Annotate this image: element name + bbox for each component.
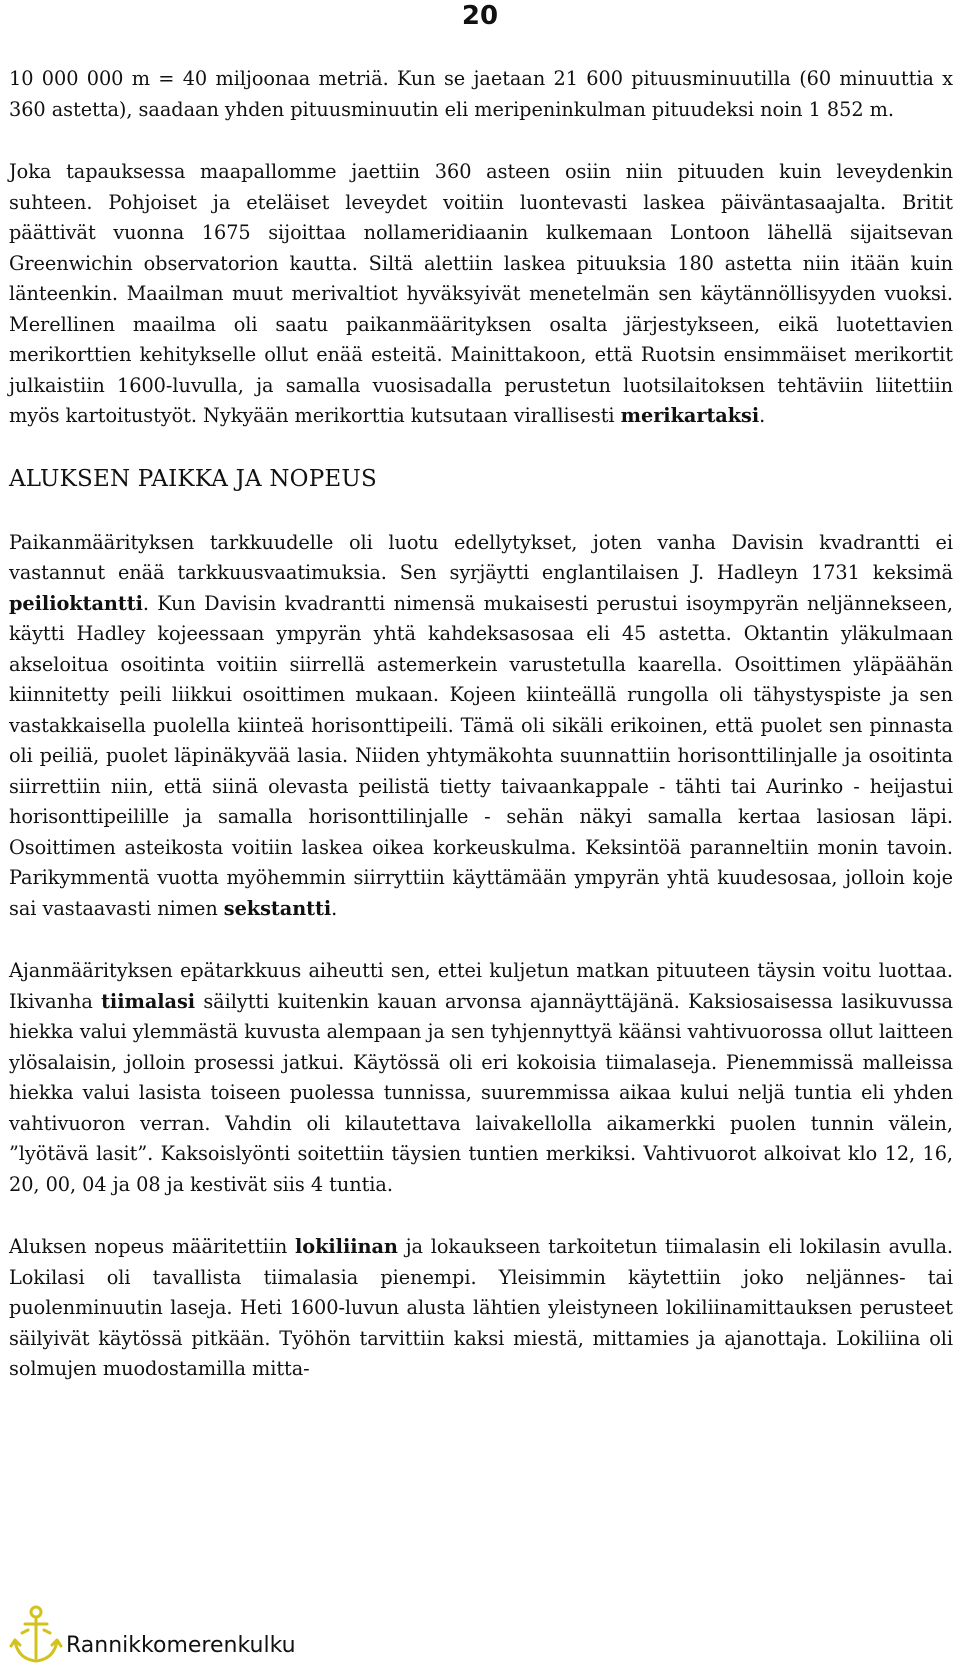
paragraph-3-end: .	[331, 896, 338, 920]
paragraph-2-text: Joka tapauksessa maapallomme jaettiin 360 asteen osiin niin pituuden kuin leveydenkin suhteen. Pohjoiset ja eteläiset leveydet voitiin luontevasti laskea päiväntasaajalta. Britit päättivät vuonna 1675 sijoittaa nollameridiaanin kulkemaan Lontoon lähellä sijaitsevan Greenwichin observatorion kautta. Siltä alettiin laskea pituuksia 180 astetta niin itään kuin länteenkin. Maailman muut merivaltiot hyväksyivät menetelmän sen käytännöllisyyden vuoksi. Merellinen maailma oli saatu paikanmäärityksen osalta järjestykseen, eikä luotettavien merikorttien kehitykselle ollut enää esteitä. Mainittakoon, että Ruotsin ensimmäiset merikortit julkaistiin 1600-luvulla, ja samalla vuosisadalla perustetun luotsilaitoksen tehtäviin liitettiin myös kartoitustyöt. Nykyään merikorttia kutsutaan virallisesti	[9, 160, 953, 427]
anchor-emblem-icon	[8, 1603, 64, 1669]
paragraph-5-text-a: Aluksen nopeus määritettiin	[9, 1235, 296, 1258]
paragraph-4	[9, 956, 953, 1200]
term-sekstantti: sekstantti	[223, 896, 332, 920]
paragraph-3-text-b: . Kun Davisin kvadrantti nimensä mukaisesti perustui isoympyrän neljännekseen, käytti Hadley kojeessaan ympyrän yhtä kahdeksasosaa eli 45 astetta. Oktantin yläkulmaan akseloitua osoitinta voitiin siirrellä astemerkein varustetulla kaarella. Osoittimen yläpäähän kiinnitetty peili liikkui osoittimen mukaan. Kojeen kiinteällä rungolla oli tähystyspiste ja sen vastakkaisella puolella kiinteä horisonttipeili. Tämä oli sikäli erikoinen, että puolet sen pinnasta oli peiliä, puolet läpinäkyvää lasia. Niiden yhtymäkohta suunnattiin horisonttilinjalle ja osoitinta siirrettiin niin, että siinä olevasta peilistä tietty taivaankappale - tähti tai Aurinko - heijastui horisonttipeilille ja samalla horisonttilinjalle - sehän näkyi samalla kertaa lasiosan läpi. Osoittimen asteikosta voitiin laskea oikea korkeuskulma. Keksintöä paranneltiin monin tavoin. Parikymmentä vuotta myöhemmin siirryttiin käyttämään ympyrän yhtä kuudesosaa, jolloin koje sai vastaavasti nimen	[9, 591, 953, 920]
paragraph-5	[9, 1232, 953, 1385]
footer-brand: Rannikkomerenkulku	[66, 1632, 296, 1658]
section-heading: ALUKSEN PAIKKA JA NOPEUS	[9, 465, 377, 492]
paragraph-4-text-b: säilytti kuitenkin kauan arvonsa ajannäyttäjänä. Kaksiosaisessa lasikuvussa hiekka valui ylemmästä kuvusta alempaan ja sen tyhjennyttyä käänsi vahtivuorossa ollut laitteen ylösalaisin, jolloin prosessi jatkui. Käytössä oli eri kokoisia tiimalaseja. Pienemmissä malleissa hiekka valui lasista toiseen puolessa tunnissa, suuremmissa aikaa kului neljä tuntia eli yhden vahtivuoron verran. Vahdin oli kilautettava laivakellolla aikamerkki puolen tunnin välein, ”lyötävä lasit”. Kaksoislyönti soitettiin täysien tuntien merkiksi. Vahtivuorot alkoivat klo 12, 16, 20, 00, 04 ja 08 ja kestivät siis 4 tuntia.	[9, 989, 953, 1196]
paragraph-4-text-a: Ajanmäärityksen epätarkkuus aiheutti sen, ettei kuljetun matkan pituuteen täysin voitu luottaa. Ikivanha	[9, 959, 953, 1013]
term-peilioktantti: peilioktantti	[9, 591, 143, 615]
paragraph-3-text-a: Paikanmäärityksen tarkkuudelle oli luotu edellytykset, joten vanha Davisin kvadrantti ei vastannut enää tarkkuusvaatimuksia. Sen syrjäytti englantilaisen J. Hadleyn 1731 keksimä	[9, 530, 953, 584]
paragraph-1	[9, 64, 953, 125]
paragraph-2	[9, 157, 953, 432]
term-merikartaksi: merikartaksi	[620, 404, 760, 427]
term-tiimalasi: tiimalasi	[101, 989, 196, 1013]
body-text	[9, 64, 953, 1417]
term-lokiliinan: lokiliinan	[295, 1235, 398, 1258]
paragraph-5-text-b: ja lokaukseen tarkoitetun tiimalasin eli lokilasin avulla. Lokilasi oli tavallista tiimalasia pienempi. Yleisimmin käytettiin joko neljännes- tai puolenminuutin laseja. Heti 1600-luvun alusta lähtien yleistyneen lokiliinamittauksen perusteet säilyivät käytössä pitkään. Työhön tarvittiin kaksi miestä, mittamies ja ajanottaja. Lokiliina oli solmujen muodostamilla mitta-	[9, 1235, 953, 1380]
paragraph-2-end: .	[759, 404, 766, 427]
page-number: 20	[461, 1, 499, 31]
paragraph-3	[9, 528, 953, 925]
footer	[8, 1603, 328, 1669]
paragraph-1-text: 10 000 000 m = 40 miljoonaa metriä. Kun se jaetaan 21 600 pituusminuutilla (60 minuuttia x 360 astetta), saadaan yhden pituusminuutin eli meripeninkulman pituudeksi noin 1 852 m.	[9, 67, 953, 121]
